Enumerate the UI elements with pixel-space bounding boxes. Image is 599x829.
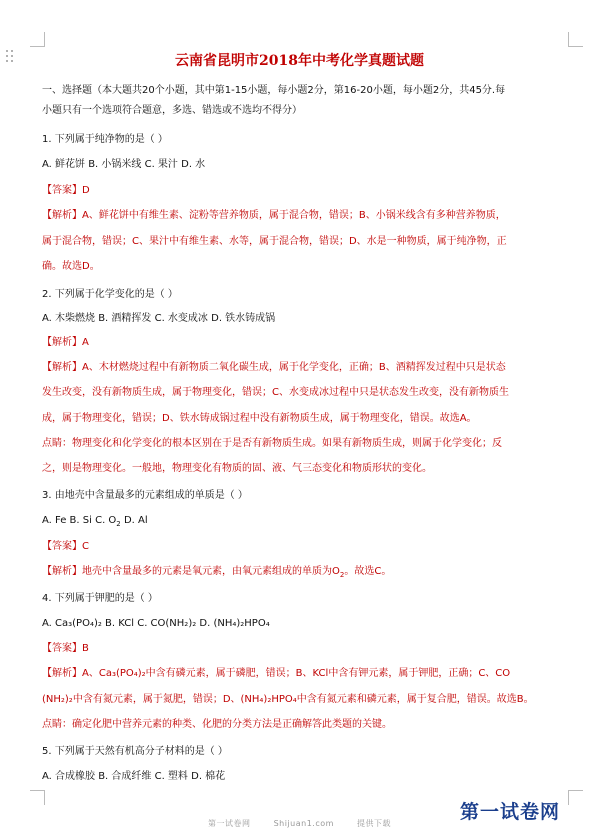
question-1-stem: 1. 下列属于纯净物的是（ ） <box>42 134 168 145</box>
section-instructions-line2: 小题只有一个选项符合题意，多选、错选或不选均不得分） <box>42 105 302 116</box>
question-5-stem: 5. 下列属于天然有机高分子材料的是（ ） <box>42 746 228 757</box>
crop-mark-top-left <box>30 32 45 47</box>
crop-mark-top-right <box>568 32 583 47</box>
question-4-stem: 4. 下列属于钾肥的是（ ） <box>42 593 158 604</box>
question-4-answer: 【答案】B <box>42 643 89 654</box>
explanation-text: 【解析】地壳中含量最多的元素是氧元素，由氧元素组成的单质为O <box>42 566 340 577</box>
question-2-note: 点睛：物理变化和化学变化的根本区别在于是否有新物质生成。如果有新物质生成，则属于化学变化；反 <box>42 438 502 449</box>
question-3-explanation <box>42 565 391 579</box>
question-1-answer: 【答案】D <box>42 185 90 196</box>
question-4-options: A. Ca₃(PO₄)₂ B. KCl C. CO(NH₂)₂ D. (NH₄)₂HPO₄ <box>42 618 270 629</box>
question-3-option-d: D. Al <box>120 515 148 526</box>
footer-site-name: 第一试卷网 <box>208 819 251 828</box>
question-4-note: 点睛：确定化肥中营养元素的种类、化肥的分类方法是正确解答此类题的关键。 <box>42 719 392 730</box>
subscript: 2 <box>116 520 121 528</box>
subscript: 2 <box>339 571 345 579</box>
question-4-explanation: (NH₂)₂中含有氮元素，属于氮肥，错误；D、(NH₄)₂HPO₄中含有氮元素和磷元素，属于复合肥，错误。故选B。 <box>42 694 534 705</box>
question-1-explanation: 属于混合物，错误；C、果汁中有维生素、水等，属于混合物，错误；D、水是一种物质，属于纯净物，正 <box>42 236 507 247</box>
question-1-explanation: 确。故选D。 <box>42 261 100 272</box>
question-3-options-text: A. Fe B. Si C. O <box>42 515 117 526</box>
brand-watermark-logo: 第一试卷网 <box>460 801 561 823</box>
question-2-answer: 【解析】A <box>42 337 89 348</box>
question-1-options: A. 鲜花饼 B. 小锅米线 C. 果汁 D. 水 <box>42 159 206 170</box>
question-3-answer: 【答案】C <box>42 541 89 552</box>
question-3-options <box>42 514 148 528</box>
question-1-explanation: 【解析】A、鲜花饼中有维生素、淀粉等营养物质，属于混合物，错误；B、小锅米线含有多种营养物质， <box>42 210 506 221</box>
question-5-options: A. 合成橡胶 B. 合成纤维 C. 塑料 D. 棉花 <box>42 771 226 782</box>
crop-mark-bottom-right <box>568 790 583 805</box>
question-4-explanation: 【解析】A、Ca₃(PO₄)₂中含有磷元素，属于磷肥，错误；B、KCl中含有钾元素，属于钾肥，正确；C、CO <box>42 668 511 679</box>
crop-mark-bottom-left <box>30 790 45 805</box>
page-title: 云南省昆明市2018年中考化学真题试题 <box>175 53 424 69</box>
explanation-text: 。故选C。 <box>344 566 392 577</box>
question-2-options: A. 木柴燃烧 B. 酒精挥发 C. 水变成冰 D. 铁水铸成锅 <box>42 313 276 324</box>
question-2-explanation: 成，属于物理变化，错误；D、铁水铸成锅过程中没有新物质生成，属于物理变化，错误。故选A。 <box>42 413 477 424</box>
question-3-stem: 3. 由地壳中含量最多的元素组成的单质是（ ） <box>42 490 248 501</box>
question-2-note: 之，则是物理变化。一般地，物理变化有物质的固、液、气三态变化和物质形状的变化。 <box>42 463 432 474</box>
footer-site-url[interactable]: Shijuan1.com <box>273 819 334 828</box>
section-instructions-line1: 一、选择题（本大题共20个小题，其中第1-15小题，每小题2分，第16-20小题，每小题2分，共45分.每 <box>42 85 506 96</box>
question-2-explanation: 发生改变，没有新物质生成，属于物理变化，错误；C、水变成冰过程中只是状态发生改变，没有新物质生 <box>42 387 509 398</box>
footer-download-text: 提供下载 <box>356 819 391 828</box>
question-2-explanation: 【解析】A、木材燃烧过程中有新物质二氧化碳生成，属于化学变化，正确；B、酒精挥发过程中只是状态 <box>42 362 506 373</box>
question-2-stem: 2. 下列属于化学变化的是（ ） <box>42 289 178 300</box>
